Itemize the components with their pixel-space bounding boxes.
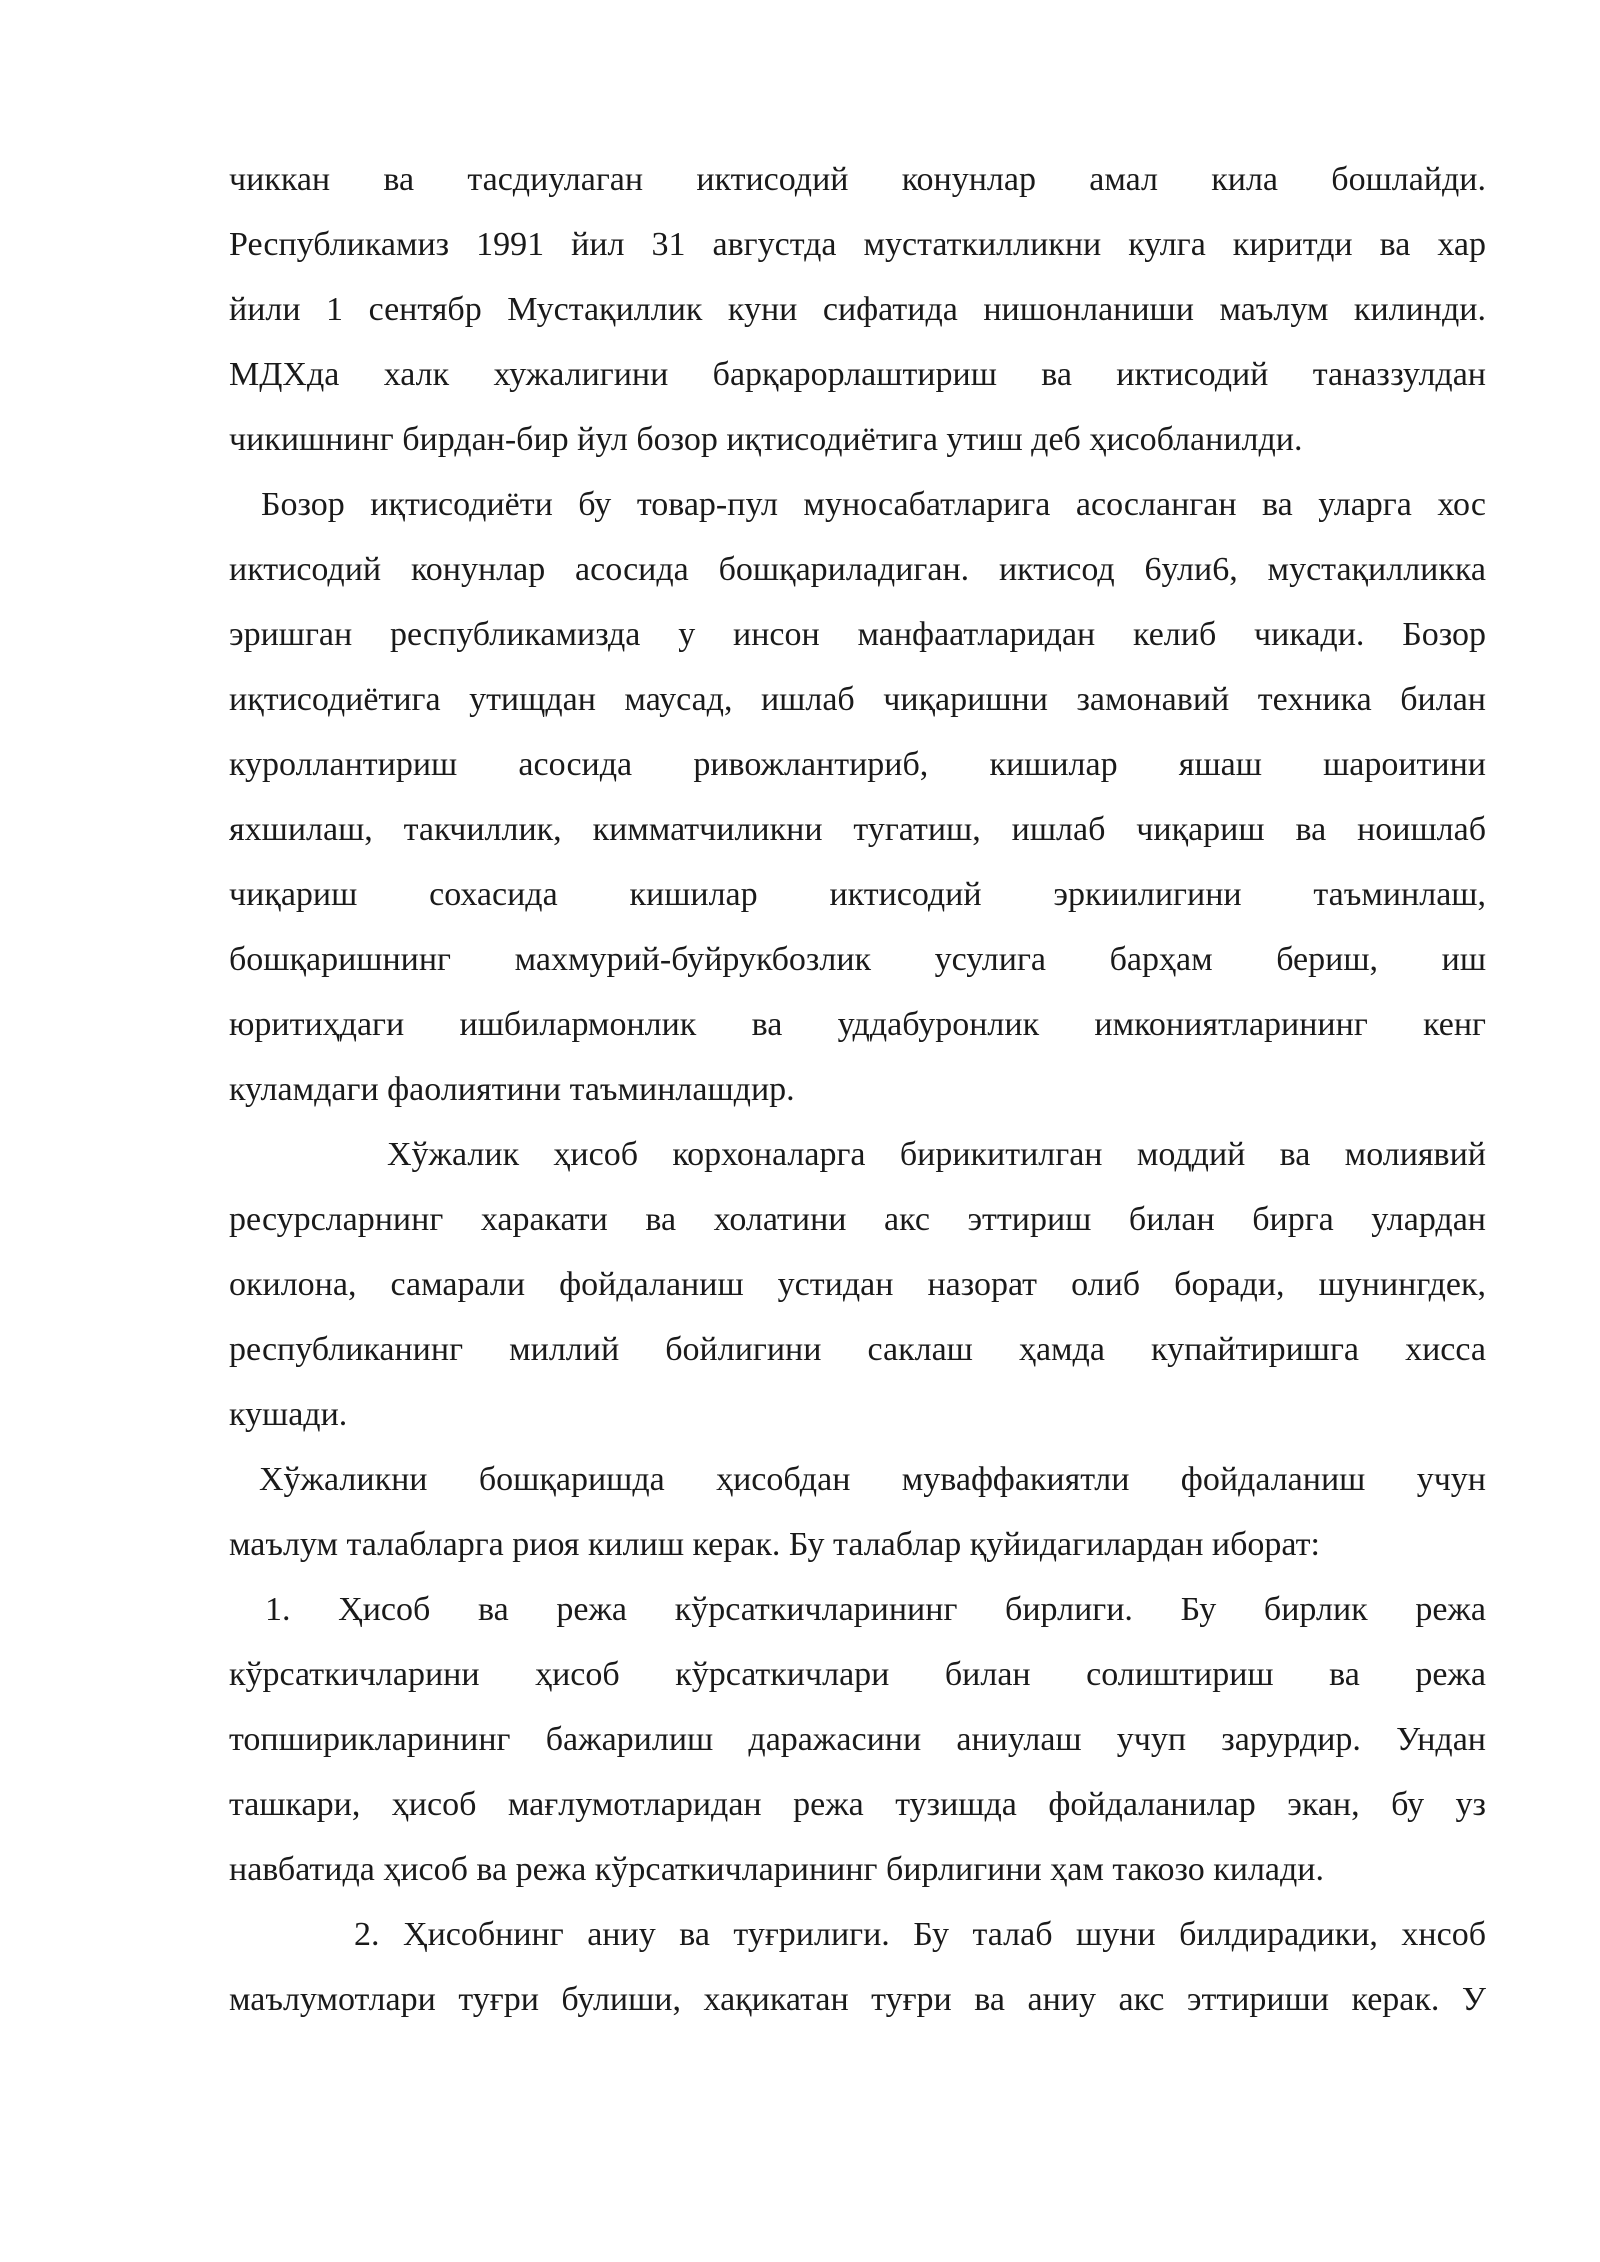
text-line: навбатида ҳисоб ва режа кўрсаткичларининг бирлигини ҳам такозо килади. <box>229 1851 1324 1888</box>
paragraph <box>229 1122 1486 1447</box>
paragraph <box>229 472 1486 1122</box>
text-line: республиканинг миллий бойлигини саклаш ҳамда купайтиришга хисса <box>229 1331 1486 1368</box>
text-line: иқтисодиётига утищдан маусад, ишлаб чиқаришни замонавий техника билан <box>229 681 1486 718</box>
text-line: 1. Ҳисоб ва режа кўрсаткичларининг бирлиги. Бу бирлик режа <box>265 1591 1486 1628</box>
text-line: чикишнинг бирдан-бир йул бозор иқтисодиётига утиш деб ҳисобланилди. <box>229 421 1303 458</box>
text-line: эришган республикамизда у инсон манфаатларидан келиб чикади. Бозор <box>229 616 1486 653</box>
paragraph <box>229 1902 1486 2032</box>
text-line: иктисодий конунлар асосида бошқариладиган. иктисод 6ули6, мустақилликка <box>229 551 1486 588</box>
text-line: ресурсларнинг харакати ва холатини акс эттириш билан бирга улардан <box>229 1201 1486 1238</box>
text-line: Республикамиз 1991 йил 31 августда мустаткилликни кулга киритди ва хар <box>229 226 1486 263</box>
text-line: 2. Ҳисобнинг аниу ва туғрилиги. Бу талаб шуни билдирадики, хнсоб <box>354 1916 1486 1953</box>
document-page <box>229 147 1486 2032</box>
text-line: юритиҳдаги ишбилармонлик ва уддабуронлик имкониятларининг кенг <box>229 1006 1486 1043</box>
text-line: чиккан ва тасдиулаган иктисодий конунлар амал кила бошлайди. <box>229 161 1486 198</box>
text-line: яхшилаш, такчиллик, кимматчиликни тугатиш, ишлаб чиқариш ва ноишлаб <box>229 811 1486 848</box>
paragraph <box>229 1577 1486 1902</box>
text-line: куламдаги фаолиятини таъминлашдир. <box>229 1071 795 1108</box>
text-line: кўрсаткичларини ҳисоб кўрсаткичлари билан солиштириш ва режа <box>229 1656 1486 1693</box>
text-line: МДХда халк хужалигини барқарорлаштириш ва иктисодий таназзулдан <box>229 356 1486 393</box>
text-line: чиқариш сохасида кишилар иктисодий эркиилигини таъминлаш, <box>229 876 1486 913</box>
text-line: Бозор иқтисодиёти бу товар-пул муносабатларига асосланган ва уларга хос <box>261 486 1486 523</box>
text-line: Хўжалик ҳисоб корхоналарга бирикитилган моддий ва молиявий <box>387 1136 1486 1173</box>
text-line: йили 1 сентябр Мустақиллик куни сифатида нишонланиши маълум килинди. <box>229 291 1486 328</box>
text-line: кушади. <box>229 1396 348 1433</box>
text-line: Хўжаликни бошқаришда ҳисобдан муваффакиятли фойдаланиш учун <box>259 1461 1486 1498</box>
text-line: ташкари, ҳисоб мағлумотларидан режа тузишда фойдаланилар экан, бу уз <box>229 1786 1486 1823</box>
text-line: маълумотлари туғри булиши, хақикатан туғри ва аниу акс эттириши керак. У <box>229 1981 1486 2018</box>
text-line: окилона, самарали фойдаланиш устидан назорат олиб боради, шунингдек, <box>229 1266 1486 1303</box>
text-line: бошқаришнинг махмурий-буйрукбозлик усулига барҳам бериш, иш <box>229 941 1486 978</box>
paragraph <box>229 147 1486 472</box>
paragraph <box>229 1447 1486 1577</box>
text-line: маълум талабларга риоя килиш керак. Бу талаблар қуйидагилардан иборат: <box>229 1526 1320 1563</box>
text-line: топширикларининг бажарилиш даражасини аниулаш учуп зарурдир. Ундан <box>229 1721 1486 1758</box>
text-line: куроллантириш асосида ривожлантириб, кишилар яшаш шароитини <box>229 746 1486 783</box>
